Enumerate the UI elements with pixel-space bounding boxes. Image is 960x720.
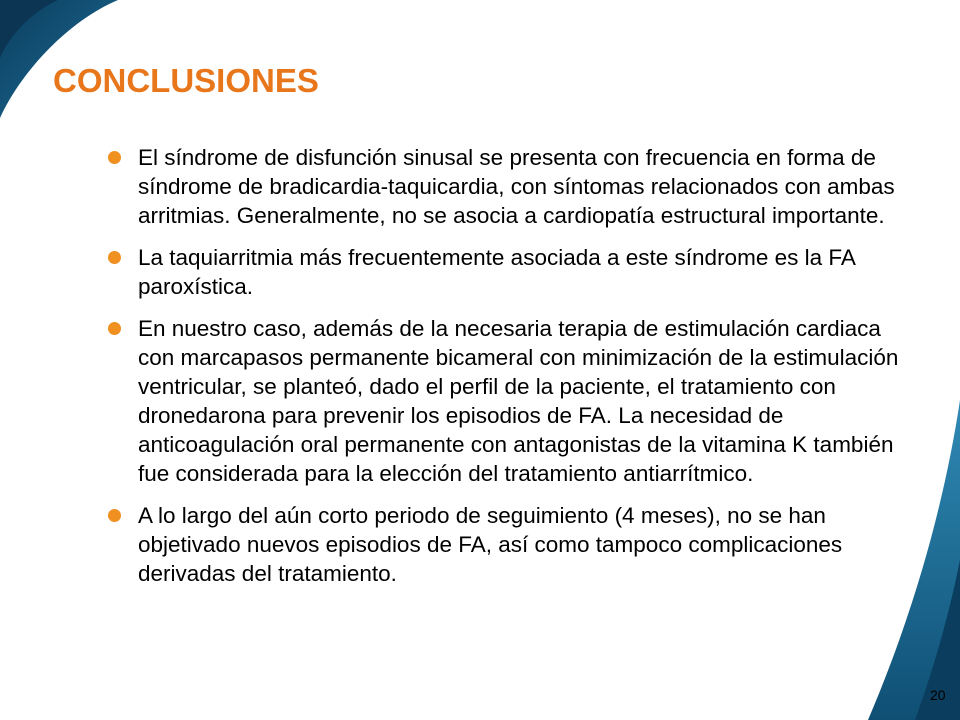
slide-title: CONCLUSIONES — [53, 62, 319, 99]
bullet-dot-icon — [108, 251, 121, 264]
bullet-list — [108, 143, 918, 601]
bullet-dot-icon — [108, 509, 121, 522]
bullet-text: A lo largo del aún corto periodo de seguimiento (4 meses), no se han objetivado nuevos episodios de FA, así como tampoco complicaciones derivadas del tratamiento. — [138, 503, 843, 586]
bullet-item — [108, 314, 918, 488]
bullet-item — [108, 243, 918, 301]
bullet-text: La taquiarritmia más frecuentemente asociada a este síndrome es la FA paroxística. — [138, 245, 855, 299]
page-number: 20 — [930, 687, 946, 703]
bullet-dot-icon — [108, 322, 121, 335]
bullet-text: En nuestro caso, además de la necesaria terapia de estimulación cardiaca con marcapasos permanente bicameral con minimización de la estimulación ventricular, se planteó, dado el perfil de la paciente, el tratamiento con dronedarona para prevenir los episodios de FA. La necesidad de anticoagulación oral permanente con antagonistas de la vitamina K también fue considerada para la elección del tratamiento antiarrítmico. — [138, 316, 899, 486]
bullet-item — [108, 143, 918, 230]
bullet-item — [108, 501, 918, 588]
bullet-dot-icon — [108, 151, 121, 164]
bullet-text: El síndrome de disfunción sinusal se presenta con frecuencia en forma de síndrome de bradicardia-taquicardia, con síntomas relacionados con ambas arritmias. Generalmente, no se asocia a cardiopatía estructural importante. — [138, 145, 895, 228]
